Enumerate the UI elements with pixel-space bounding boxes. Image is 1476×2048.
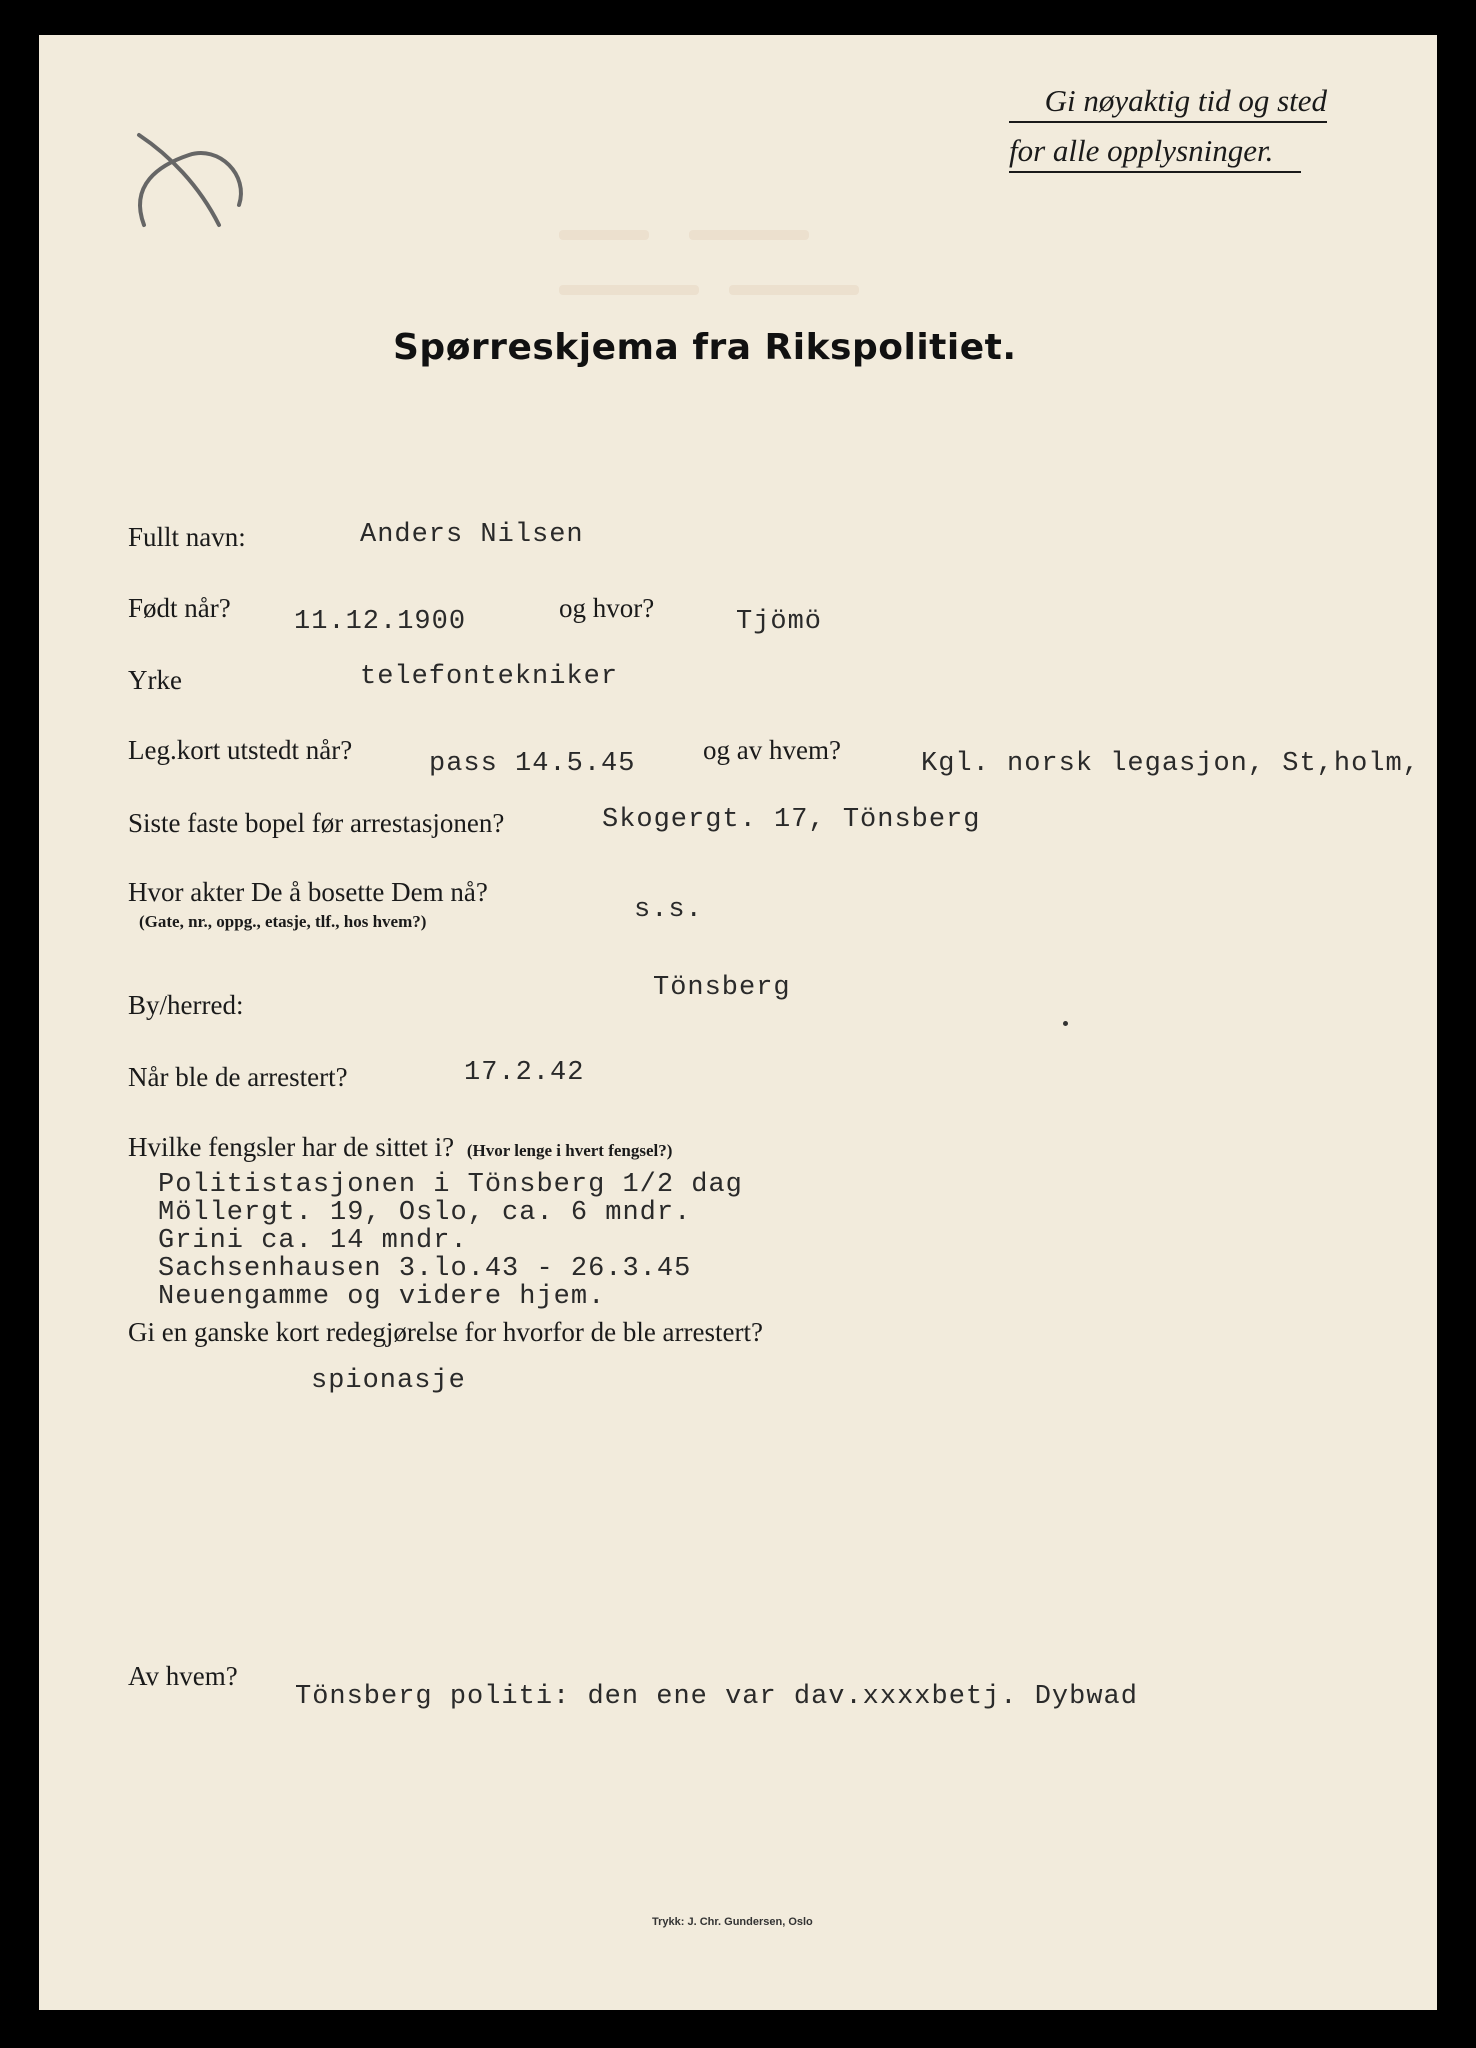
prisons-list (158, 1171, 743, 1311)
id-card-by-label: og av hvem? (703, 735, 841, 765)
list-item: Möllergt. 19, Oslo, ca. 6 mndr. (158, 1198, 692, 1228)
residence-value: Skogergt. 17, Tönsberg (602, 805, 981, 835)
instruction-line-1: Gi nøyaktig tid og sted (1009, 83, 1327, 123)
ghost-text (559, 230, 649, 240)
settle-hint: (Gate, nr., oppg., etasje, tlf., hos hvem?) (139, 912, 427, 931)
ink-dot (1063, 1021, 1068, 1026)
born-where-label: og hvor? (559, 593, 655, 623)
settle-value: s.s. (634, 895, 703, 925)
document-page (39, 35, 1437, 2010)
arrest-value: 17.2.42 (464, 1058, 585, 1088)
instruction-line-2: for alle opplysninger. (1009, 133, 1301, 173)
ghost-text (729, 285, 859, 295)
residence-label: Siste faste bopel før arrestasjonen? (128, 808, 505, 838)
reason-label: Gi en ganske kort redegjørelse for hvorfor de ble arrestert? (128, 1317, 763, 1347)
handwritten-x-mark (119, 95, 269, 245)
list-item: Neuengamme og videre hjem. (158, 1282, 606, 1312)
by-whom-value: Tönsberg politi: den ene var dav.xxxxbetj. Dybwad (295, 1682, 1138, 1712)
occupation-value: telefontekniker (360, 662, 619, 692)
prisons-hint: (Hvor lenge i hvert fengsel?) (466, 1141, 673, 1160)
id-card-by-value: Kgl. norsk legasjon, St,holm, (921, 749, 1420, 779)
by-whom-label: Av hvem? (128, 1661, 238, 1691)
settle-label: Hvor akter De å bosette Dem nå? (128, 877, 488, 907)
ghost-text (689, 230, 809, 240)
arrest-label: Når ble de arrestert? (128, 1062, 348, 1092)
reason-value: spionasje (311, 1366, 466, 1396)
born-value: 11.12.1900 (294, 607, 467, 637)
prisons-question: Hvilke fengsler har de sittet i? (128, 1132, 455, 1162)
town-label: By/herred: (128, 990, 244, 1020)
name-label: Fullt navn: (128, 522, 246, 552)
prisons-label (128, 1132, 672, 1163)
list-item: Sachsenhausen 3.lo.43 - 26.3.45 (158, 1254, 692, 1284)
id-card-label: Leg.kort utstedt når? (128, 735, 353, 765)
form-title: Spørreskjema fra Rikspolitiet. (393, 327, 1017, 368)
name-value: Anders Nilsen (360, 520, 584, 550)
born-where-value: Tjömö (736, 607, 823, 637)
id-card-value: pass 14.5.45 (429, 749, 636, 779)
town-value: Tönsberg (653, 973, 791, 1003)
list-item: Politistasjonen i Tönsberg 1/2 dag (158, 1170, 743, 1200)
born-label: Født når? (128, 593, 231, 623)
printer-credit: Trykk: J. Chr. Gundersen, Oslo (652, 1916, 813, 1928)
occupation-label: Yrke (128, 665, 182, 695)
list-item: Grini ca. 14 mndr. (158, 1226, 468, 1256)
ghost-text (559, 285, 699, 295)
